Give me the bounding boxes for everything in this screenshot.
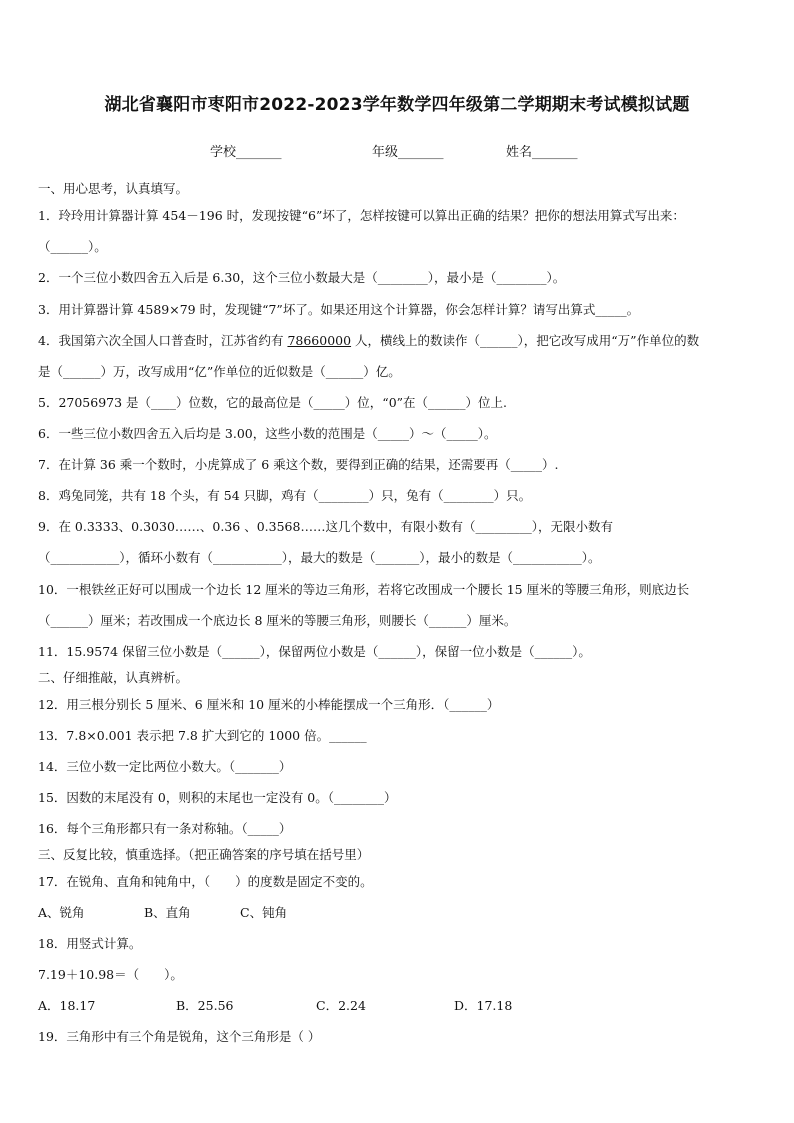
school-field[interactable]: 学校_______ <box>210 145 282 160</box>
option[interactable]: B、直角 <box>144 905 191 920</box>
question-1-answer: （______）。 <box>38 239 107 254</box>
q4-underlined-number: 78660000 <box>287 333 352 348</box>
question-17-options <box>38 897 762 928</box>
question-5: 5．27056973 是（____）位数，它的最高位是（_____）位，“0”在（______）位上. <box>38 395 508 410</box>
question-4-line-2: 是（______）万，改写成用“亿”作单位的近似数是（______）亿。 <box>38 364 401 379</box>
question-2: 2．一个三位小数四舍五入后是 6.30，这个三位小数最大是（________），最小是（________）。 <box>38 270 566 285</box>
question-10: 10．一根铁丝正好可以围成一个边长 12 厘米的等边三角形，若将它改围成一个腰长 15 厘米的等腰三角形，则底边长 <box>38 582 690 597</box>
question-12: 12．用三根分别长 5 厘米、6 厘米和 10 厘米的小棒能摆成一个三角形．（______） <box>38 697 500 712</box>
question-18-options <box>38 990 762 1021</box>
option[interactable]: A、锐角 <box>38 905 85 920</box>
question-15: 15．因数的末尾没有 0，则积的末尾也一定没有 0。（________） <box>38 790 397 805</box>
section-heading: 一、用心思考，认真填写。 <box>38 181 189 196</box>
option[interactable]: C．2.24 <box>316 998 366 1013</box>
question-11: 11．15.9574 保留三位小数是（______），保留两位小数是（______），保留一位小数是（______）。 <box>38 644 591 659</box>
section-heading: 三、反复比较，慎重选择。（把正确答案的序号填在括号里） <box>38 847 370 862</box>
question-8: 8．鸡兔同笼，共有 18 个头，有 54 只脚，鸡有（________）只，兔有（________）只。 <box>38 488 532 503</box>
question-6: 6．一些三位小数四舍五入后均是 3.00，这些小数的范围是（_____）～（_____）。 <box>38 426 497 441</box>
option[interactable]: A．18.17 <box>38 998 96 1013</box>
question-7: 7．在计算 36 乘一个数时，小虎算成了 6 乘这个数，要得到正确的结果，还需要再（_____）. <box>38 457 559 472</box>
question-10-line-2: （______）厘米；若改围成一个底边长 8 厘米的等腰三角形，则腰长（______）厘米。 <box>38 613 517 628</box>
question-19: 19．三角形中有三个角是锐角，这个三角形是（ ） <box>38 1029 321 1044</box>
q4-text-post: 人，横线上的数读作（______），把它改写成用“万”作单位的数 <box>351 333 700 348</box>
question-9: 9．在 0.3333、0.3030……、0.36 、0.3568……这几个数中，有限小数有（_________），无限小数有 <box>38 519 613 534</box>
q4-text-pre: 4．我国第六次全国人口普查时，江苏省约有 <box>38 333 288 348</box>
question-3: 3．用计算器计算 4589×79 时，发现键“7”坏了。如果还用这个计算器，你会怎样计算？请写出算式_____。 <box>38 302 640 317</box>
section-heading: 二、仔细推敲，认真辨析。 <box>38 670 189 685</box>
question-18-expression: 7.19＋10.98＝（ ）。 <box>38 967 183 982</box>
question-13: 13．7.8×0.001 表示把 7.8 扩大到它的 1000 倍。______ <box>38 728 367 743</box>
question-4 <box>38 325 762 356</box>
question-9-line-2: （___________），循环小数有（___________），最大的数是（_______），最小的数是（___________）。 <box>38 550 601 565</box>
question-17: 17．在锐角、直角和钝角中，（ ）的度数是固定不变的。 <box>38 874 373 889</box>
option[interactable]: B．25.56 <box>176 998 234 1013</box>
option[interactable]: D．17.18 <box>454 998 513 1013</box>
exam-content <box>38 178 762 1052</box>
question-18: 18．用竖式计算。 <box>38 936 142 951</box>
page-title: 湖北省襄阳市枣阳市2022-2023学年数学四年级第二学期期末考试模拟试题 <box>104 95 690 115</box>
name-field[interactable]: 姓名_______ <box>506 145 578 160</box>
question-16: 16．每个三角形都只有一条对称轴。（_____） <box>38 821 292 836</box>
question-14: 14．三位小数一定比两位小数大。（_______） <box>38 759 292 774</box>
option[interactable]: C、钝角 <box>240 905 288 920</box>
question-1: 1．玲玲用计算器计算 454－196 时，发现按键“6”坏了，怎样按键可以算出正确的结果？把你的想法用算式写出来： <box>38 208 685 223</box>
grade-field[interactable]: 年级_______ <box>372 145 444 160</box>
